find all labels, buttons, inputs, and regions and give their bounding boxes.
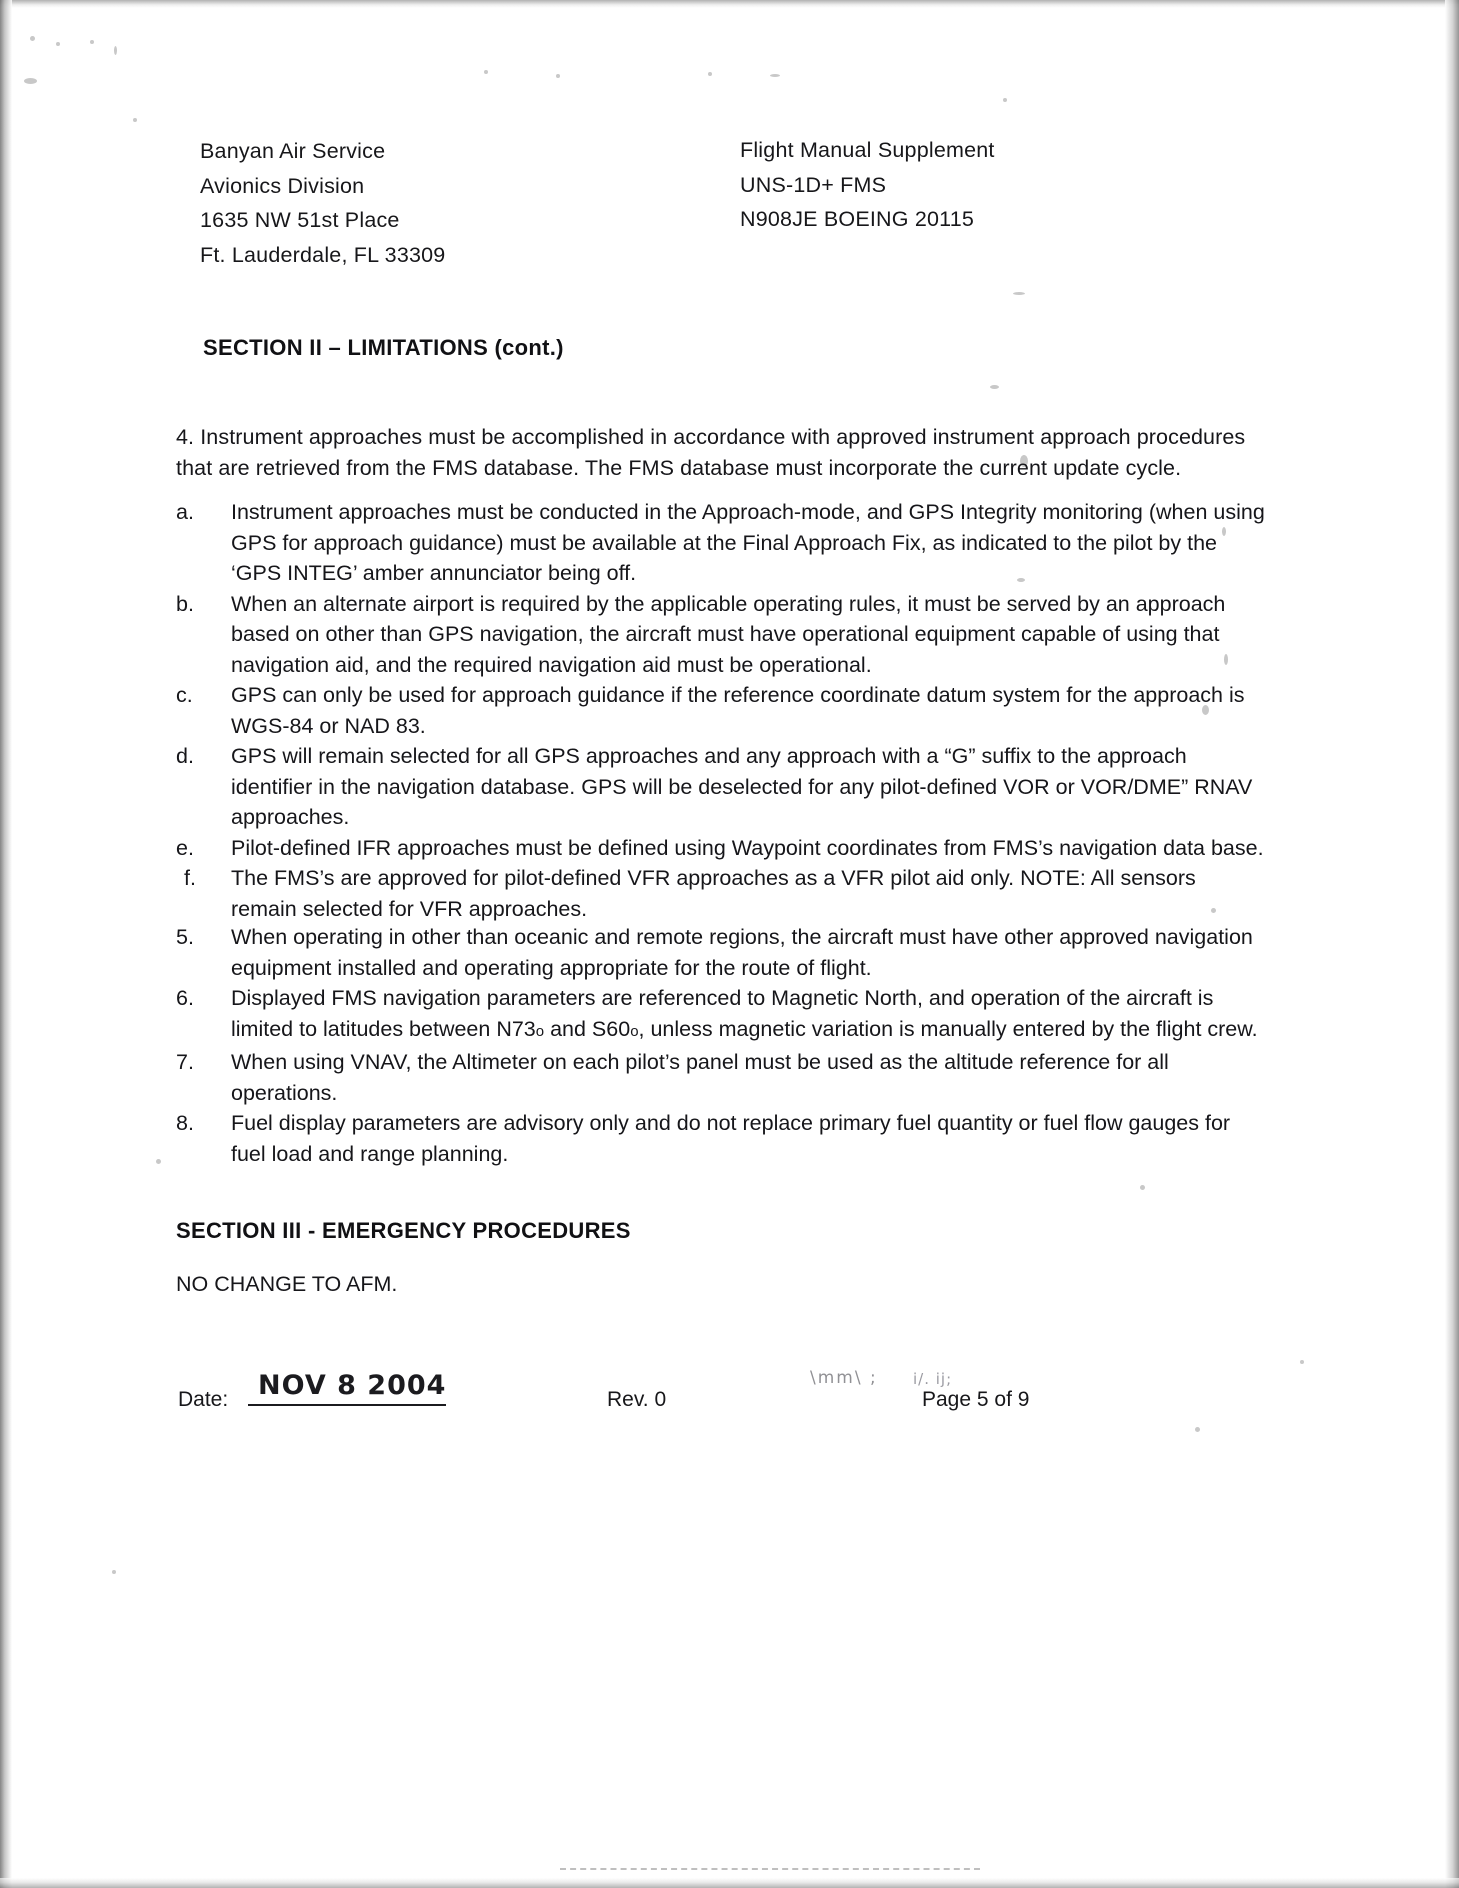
list-item-text: GPS can only be used for approach guidance if the reference coordinate datum system for the approach is WGS-84 or NAD 83.	[231, 683, 1245, 738]
revision-label: Rev. 0	[607, 1388, 667, 1411]
list-item-text: The FMS’s are approved for pilot-defined VFR approaches as a VFR pilot aid only. NOTE: All sensors remain selected for VFR approaches.	[231, 866, 1196, 921]
page-number: Page 5 of 9	[922, 1388, 1030, 1411]
list-item	[176, 497, 1266, 589]
smudge-mark-icon: i/. ij;	[913, 1370, 953, 1388]
limitation-item-4-marker: 4.	[176, 425, 195, 449]
list-item-text: When operating in other than oceanic and remote regions, the aircraft must have other approved navigation equipment installed and operating appropriate for the route of flight.	[231, 925, 1253, 980]
list-item-text: When using VNAV, the Altimeter on each pilot’s panel must be used as the altitude reference for all operations.	[231, 1050, 1169, 1105]
list-item-text: Fuel display parameters are advisory only and do not replace primary fuel quantity or fuel flow gauges for fuel load and range planning.	[231, 1111, 1231, 1166]
section-3-heading: SECTION III - EMERGENCY PROCEDURES	[176, 1218, 631, 1243]
section-2-heading: SECTION II – LIMITATIONS (cont.)	[203, 335, 564, 360]
list-item-marker: d.	[176, 744, 194, 768]
list-item	[176, 680, 1266, 741]
list-item-marker: 5.	[176, 925, 194, 949]
section-3-body: NO CHANGE TO AFM.	[176, 1272, 398, 1296]
list-item-marker: 6.	[176, 986, 194, 1010]
company-street: 1635 NW 51st Place	[200, 208, 400, 232]
limitation-item-4	[176, 422, 1256, 483]
equipment-model: UNS-1D+ FMS	[740, 173, 887, 197]
date-stamp-value: NOV 8 2004	[258, 1370, 447, 1401]
company-name: Banyan Air Service	[200, 139, 386, 163]
list-item-text-after: , unless magnetic variation is manually entered by the flight crew.	[638, 1016, 1258, 1041]
limitation-item-4-text: Instrument approaches must be accomplished in accordance with approved instrument approach procedures that are retrieved from the FMS database. The FMS database must incorporate the current update cycle.	[176, 425, 1246, 480]
limitation-sublist	[176, 497, 1266, 924]
list-item-marker: 7.	[176, 1050, 194, 1074]
list-item-text: Pilot-defined IFR approaches must be defined using Waypoint coordinates from FMS’s navigation data base.	[231, 835, 1264, 860]
document-type: Flight Manual Supplement	[740, 138, 995, 162]
list-item-marker: b.	[176, 591, 194, 616]
list-item-marker: c.	[176, 683, 193, 707]
date-underline	[248, 1404, 446, 1406]
list-item	[176, 1047, 1266, 1108]
list-item	[176, 589, 1266, 681]
list-item	[176, 863, 1266, 924]
list-item-marker: a.	[176, 500, 194, 524]
smudge-mark-icon: \mm\ ;	[810, 1368, 878, 1388]
list-item-marker: 8.	[176, 1111, 194, 1135]
list-item-text-before: Displayed FMS navigation parameters are referenced to Magnetic North, and operation of the aircraft is limited to latitudes between N73	[231, 986, 1214, 1041]
latitude-degree-marker: o	[535, 1022, 545, 1040]
limitation-numbered-list	[176, 922, 1266, 1169]
list-item-text: When an alternate airport is required by the applicable operating rules, it must be served by an approach based on other than GPS navigation, the aircraft must have operational equipment capable of using that navigation aid, and the required navigation aid must be operational.	[231, 591, 1226, 677]
list-item	[176, 833, 1266, 864]
list-item	[176, 922, 1266, 983]
list-item-text: Instrument approaches must be conducted in the Approach-mode, and GPS Integrity monitoring (when using GPS for approach guidance) must be available at the Final Approach Fix, as indicated to the pilot by the ‘GPS INTEG’ amber annunciator being off.	[231, 500, 1265, 585]
company-city-state-zip: Ft. Lauderdale, FL 33309	[200, 243, 446, 267]
date-label: Date:	[178, 1388, 229, 1411]
company-division: Avionics Division	[200, 174, 365, 198]
latitude-degree-marker: o	[630, 1022, 639, 1040]
list-item	[176, 741, 1266, 833]
list-item-marker: f.	[184, 866, 196, 890]
list-item-text: GPS will remain selected for all GPS approaches and any approach with a “G” suffix to the approach identifier in the navigation database. GPS will be deselected for any pilot-defined VOR or VOR/DME” RNAV approaches.	[231, 744, 1253, 829]
list-item	[176, 983, 1266, 1047]
list-item-marker: e.	[176, 835, 194, 860]
aircraft-registration: N908JE BOEING 20115	[740, 207, 975, 231]
list-item	[176, 1108, 1266, 1169]
list-item-text-mid: and S60	[544, 1016, 631, 1041]
